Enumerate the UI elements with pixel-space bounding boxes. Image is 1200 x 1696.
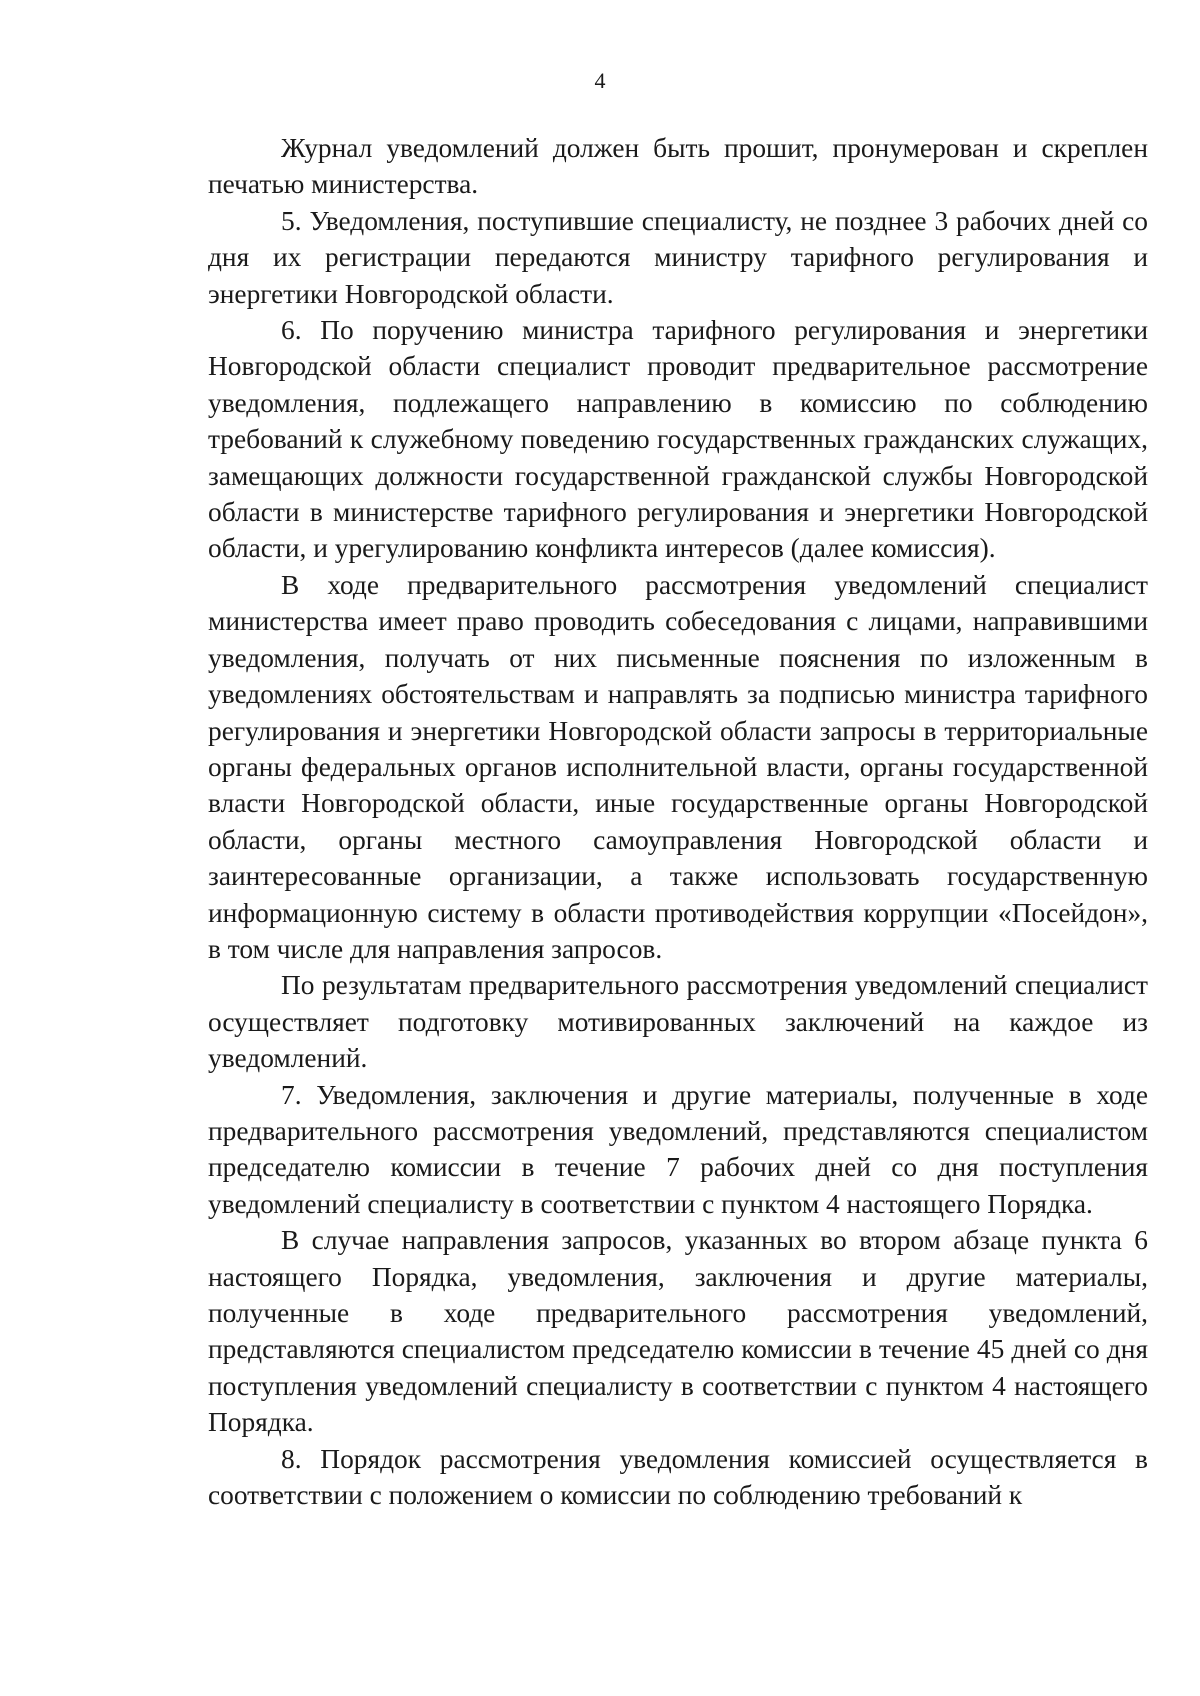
paragraph-item-6: 6. По поручению министра тарифного регулирования и энергетики Новгородской области специалист проводит предварительное рассмотрение уведомления, подлежащего направлению в комиссию по соблюдению требований к служебному поведению государственных гражданских служащих, замещающих должности государственной гражданской службы Новгородской области в министерстве тарифного регулирования и энергетики Новгородской области, и урегулированию конфликта интересов (далее комиссия).: [208, 315, 1148, 564]
paragraph-journal: Журнал уведомлений должен быть прошит, пронумерован и скреплен печатью министерства.: [208, 133, 1148, 200]
paragraph-requests-case: В случае направления запросов, указанных во втором абзаце пункта 6 настоящего Порядка, уведомления, заключения и другие материалы, полученные в ходе предварительного рассмотрения уведомлений, представляются специалистом председателю комиссии в течение 45 дней со дня поступления уведомлений специалисту в соответствии с пунктом 4 настоящего Порядка.: [208, 1225, 1148, 1438]
page-number: 4: [594, 68, 606, 93]
paragraph-item-7: 7. Уведомления, заключения и другие материалы, полученные в ходе предварительного рассмотрения уведомлений, представляются специалистом председателю комиссии в течение 7 рабочих дней со дня поступления уведомлений специалисту в соответствии с пунктом 4 настоящего Порядка.: [208, 1079, 1148, 1219]
paragraph-item-8: 8. Порядок рассмотрения уведомления комиссией осуществляется в соответствии с положением о комиссии по соблюдению требований к: [208, 1443, 1148, 1511]
paragraph-preliminary-review: В ходе предварительного рассмотрения уведомлений специалист министерства имеет право проводить собеседования с лицами, направившими уведомления, получать от них письменные пояснения по изложенным в уведомлениях обстоятельствам и направлять за подписью министра тарифного регулирования и энергетики Новгородской области запросы в территориальные органы федеральных органов исполнительной власти, органы государственной власти Новгородской области, иные государственные органы Новгородской области, органы местного самоуправления Новгородской области и заинтересованные организации, а также использовать государственную информационную систему в области противодействия коррупции «Посейдон», в том числе для направления запросов.: [208, 569, 1148, 964]
paragraph-review-results: По результатам предварительного рассмотрения уведомлений специалист осуществляет подготовку мотивированных заключений на каждое из уведомлений.: [208, 970, 1148, 1074]
paragraph-item-5: 5. Уведомления, поступившие специалисту, не позднее 3 рабочих дней со дня их регистрации передаются министру тарифного регулирования и энергетики Новгородской области.: [208, 205, 1148, 309]
document-body: [208, 130, 1148, 1513]
